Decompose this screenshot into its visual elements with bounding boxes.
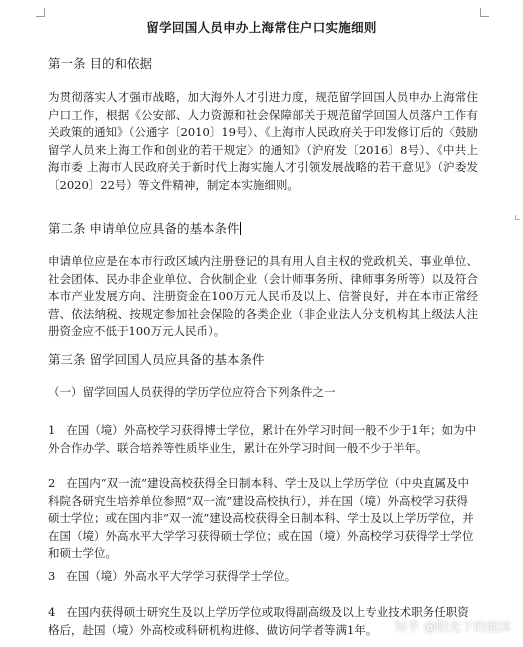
list-item-1-num: 1	[48, 423, 56, 437]
section-3-subheading: （一）留学回国人员获得的学历学位应符合下列条件之一	[48, 385, 336, 399]
document-title: 留学回国人员申办上海常住户口实施细则	[146, 20, 377, 35]
text-cursor	[240, 222, 241, 235]
list-item-3-num: 3	[48, 569, 56, 583]
list-item-2-num: 2	[48, 476, 56, 490]
section-1-heading: 第一条 目的和依据	[48, 56, 152, 71]
section-1-body	[48, 89, 478, 194]
section-2-heading-text: 第二条 申请单位应具备的基本条件	[48, 221, 240, 236]
list-item-4-num: 4	[48, 605, 56, 619]
section-1-body-text: 为贯彻落实人才强市战略，加大海外人才引进力度，规范留学回国人员申办上海常住户口工作，根据《公安部、人力资源和社会保障部关于规范留学回国人员落户工作有关政策的通知》（公通字〔2010〕19号）、《上海市人民政府关于印发修订后的〈鼓励留学人员来上海工作和创业的若干规定〉的通知》（沪府发〔2016〕8号）、《中共上海市委 上海市人民政府关于新时代上海实施人才引领发展战略的若干意见》（沪委发〔2020〕22号）等文件精神，制定本实施细则。	[48, 90, 478, 192]
page-corner-mark-left	[36, 8, 45, 17]
page-side-mark	[515, 215, 520, 220]
section-2-body-text: 申请单位应是在本市行政区域内注册登记的具有用人自主权的党政机关、事业单位、社会团体、民办非企业单位、合伙制企业（会计师事务所、律师事务所等）以及符合本市产业发展方向、注册资金在100万元人民币及以上、信誉良好，并在本市正常经营、依法纳税、按规定参加社会保险的各类企业（非企业法人分支机构其上级法人注册资金应不低于100万元人民币）。	[48, 254, 478, 338]
list-item-3	[48, 568, 478, 586]
zhihu-watermark: 知乎 @阳光下的泡沫	[394, 619, 511, 634]
list-item-4-text: 在国内获得硕士研究生及以上学历学位或取得副高级及以上专业技术职务任职资格后，赴国（境）外高校或科研机构进修、做访问学者等满1年。	[48, 605, 469, 637]
page-corner-mark-right	[480, 8, 489, 17]
list-item-1	[48, 422, 478, 457]
list-item-1-text: 在国（境）外高校学习获得博士学位，累计在外学习时间一般不少于1年；如为中外合作办学、联合培养等性质毕业生，累计在外学习时间一般不少于半年。	[48, 423, 477, 455]
section-3-heading: 第三条 留学回国人员应具备的基本条件	[48, 352, 265, 367]
section-2-heading[interactable]	[48, 219, 241, 237]
list-item-2	[48, 475, 478, 563]
list-item-2-text: 在国内“双一流”建设高校获得全日制本科、学士及以上学历学位（中央直属及中科院各研究生培养单位参照“双一流”建设高校执行），并在国（境）外高校学习获得硕士学位；或在国内非“双一流”建设高校获得全日制本科、学士及以上学历学位，并在国（境）外高水平大学学习获得硕士学位；或在国（境）外高校学习获得学士学位和硕士学位。	[48, 476, 474, 560]
section-2-body	[48, 253, 478, 341]
list-item-3-text: 在国（境）外高水平大学学习获得学士学位。	[66, 569, 297, 583]
